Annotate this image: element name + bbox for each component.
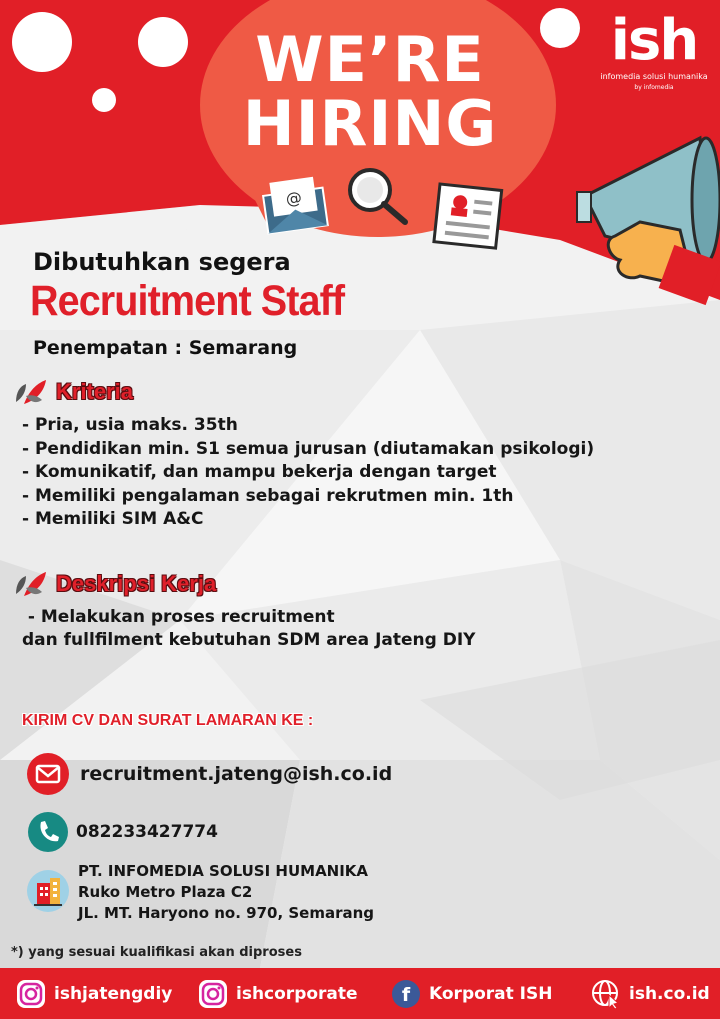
decor-dot (92, 88, 116, 112)
email-address[interactable]: recruitment.jateng@ish.co.id (80, 763, 393, 785)
job-description-heading (14, 570, 216, 598)
send-cv-heading: KIRIM CV DAN SURAT LAMARAN KE : (22, 712, 314, 729)
placement-text: Penempatan : Semarang (33, 337, 298, 359)
footer-instagram-ishjatengdiy[interactable] (16, 968, 172, 1019)
criteria-item: - Pendidikan min. S1 semua jurusan (diutamakan psikologi) (22, 438, 595, 459)
criteria-heading-label: Kriteria (56, 379, 134, 404)
phone-icon (26, 810, 70, 854)
instagram-icon (198, 979, 228, 1009)
criteria-item: - Memiliki SIM A&C (22, 509, 204, 529)
globe-cursor-icon (591, 979, 621, 1009)
footer-website[interactable] (591, 968, 710, 1019)
address-line: JL. MT. Haryono no. 970, Semarang (78, 904, 375, 922)
instagram-icon (16, 979, 46, 1009)
address-contact (26, 861, 374, 924)
address-line: PT. INFOMEDIA SOLUSI HUMANIKA (78, 862, 369, 880)
leaf-bullet-icon (14, 570, 48, 598)
job-description-line: dan fullfilment kebutuhan SDM area Jateng DIY (22, 630, 476, 650)
footnote: *) yang sesuai kualifikasi akan diproses (11, 945, 302, 960)
hiring-line-1: WE’RE (255, 23, 485, 96)
footer-facebook[interactable] (391, 968, 552, 1019)
job-description-heading-label: Deskripsi Kerja (56, 571, 217, 596)
job-title: Recruitment Staff (30, 277, 345, 325)
criteria-item: - Memiliki pengalaman sebagai rekrutmen min. 1th (22, 485, 514, 506)
phone-number[interactable]: 082233427774 (76, 822, 218, 842)
mail-icon (26, 752, 70, 796)
footer-label: ishcorporate (236, 983, 358, 1004)
email-contact (26, 752, 392, 796)
svg-text:@: @ (284, 187, 303, 209)
address-block (78, 861, 374, 924)
criteria-heading (14, 378, 133, 406)
phone-contact (26, 810, 218, 854)
footer-bar (0, 968, 720, 1019)
decor-dot (540, 8, 580, 48)
building-icon (26, 869, 70, 913)
hiring-headline (215, 23, 525, 160)
criteria-list (22, 414, 594, 532)
logo-tagline: infomedia solusi humanika (600, 72, 708, 81)
cv-document-icon (434, 184, 502, 248)
logo-by: by infomedia (634, 84, 674, 91)
footer-label: ishjatengdiy (54, 983, 173, 1004)
footer-instagram-ishcorporate[interactable] (198, 968, 358, 1019)
ish-logo (598, 10, 710, 91)
criteria-item: - Pria, usia maks. 35th (22, 415, 238, 435)
intro-text: Dibutuhkan segera (33, 248, 291, 276)
job-description-line: - Melakukan proses recruitment (22, 607, 335, 627)
leaf-bullet-icon (14, 378, 48, 406)
criteria-item: - Komunikatif, dan mampu bekerja dengan target (22, 462, 497, 482)
footer-label: Korporat ISH (429, 983, 553, 1004)
svg-text:f: f (401, 983, 411, 1006)
logo-mark: ish (610, 8, 698, 73)
footer-label: ish.co.id (629, 983, 710, 1004)
decor-dot (138, 17, 188, 67)
address-line: Ruko Metro Plaza C2 (78, 883, 253, 901)
facebook-icon (391, 979, 421, 1009)
hiring-line-2: HIRING (242, 87, 498, 160)
job-description (22, 606, 475, 652)
